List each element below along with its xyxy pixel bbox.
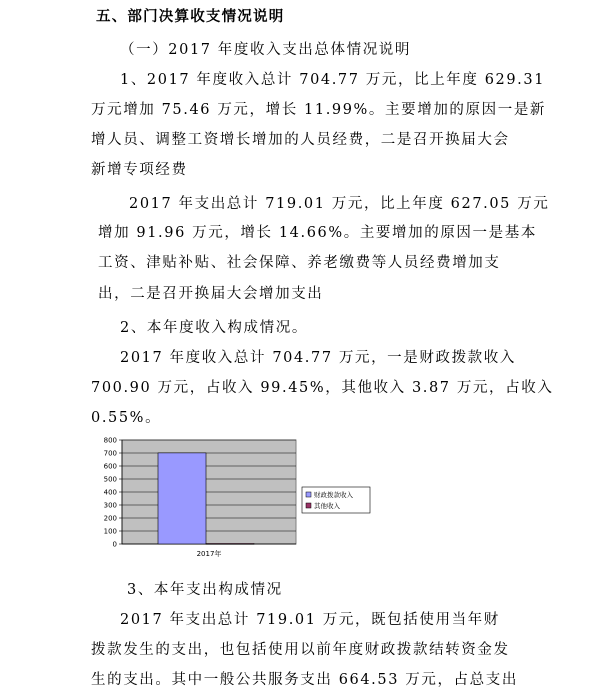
paragraph-line: 2017 年度收入总计 704.77 万元，一是财政拨款收入 (120, 350, 516, 366)
y-tick-label: 500 (103, 475, 117, 484)
bar-other-income (206, 543, 254, 544)
legend-label: 其他收入 (314, 502, 340, 510)
paragraph-line: 新增专项经费 (91, 162, 188, 178)
y-tick-label: 800 (103, 436, 117, 445)
bar-fiscal-appropriation (158, 453, 206, 544)
y-tick-label: 400 (103, 488, 117, 497)
sub-heading: 2、本年度收入构成情况。 (120, 320, 308, 336)
x-tick-label: 2017年 (196, 550, 222, 558)
y-tick-label: 200 (103, 514, 117, 523)
section-heading: 五、部门决算收支情况说明 (96, 9, 285, 25)
paragraph-line: 工资、津贴补贴、社会保障、养老缴费等人员经费增加支 (98, 255, 501, 271)
legend-label: 财政拨款收入 (314, 491, 353, 499)
paragraph-line: 0.55%。 (91, 410, 162, 426)
income-chart (96, 432, 376, 564)
sub-heading: 3、本年支出构成情况 (127, 582, 283, 598)
paragraph-line: 生的支出。其中一般公共服务支出 664.53 万元，占总支出 (91, 672, 518, 688)
sub-heading: （一）2017 年度收入支出总体情况说明 (120, 42, 412, 58)
y-tick-label: 0 (112, 540, 117, 549)
paragraph-line: 出，二是召开换届大会增加支出 (98, 286, 324, 302)
y-tick-label: 700 (103, 449, 117, 458)
y-tick-label: 600 (103, 462, 117, 471)
paragraph-line: 2017 年支出总计 719.01 万元，既包括使用当年财 (120, 612, 500, 628)
paragraph-line: 2017 年支出总计 719.01 万元，比上年度 627.05 万元 (129, 196, 550, 212)
paragraph-line: 700.90 万元，占收入 99.45%，其他收入 3.87 万元，占收入 (91, 380, 554, 396)
y-tick-label: 100 (103, 527, 117, 536)
paragraph-line: 增加 91.96 万元，增长 14.66%。主要增加的原因一是基本 (98, 225, 537, 241)
legend-swatch (306, 503, 311, 508)
y-tick-label: 300 (103, 501, 117, 510)
paragraph-line: 万元增加 75.46 万元，增长 11.99%。主要增加的原因一是新 (91, 102, 547, 118)
paragraph-line: 增人员、调整工资增长增加的人员经费，二是召开换届大会 (91, 132, 510, 148)
paragraph-line: 拨款发生的支出，也包括使用以前年度财政拨款结转资金发 (91, 642, 510, 658)
legend-swatch (306, 492, 311, 497)
income-bar-chart (96, 432, 376, 564)
paragraph-line: 1、2017 年度收入总计 704.77 万元，比上年度 629.31 (120, 72, 546, 88)
